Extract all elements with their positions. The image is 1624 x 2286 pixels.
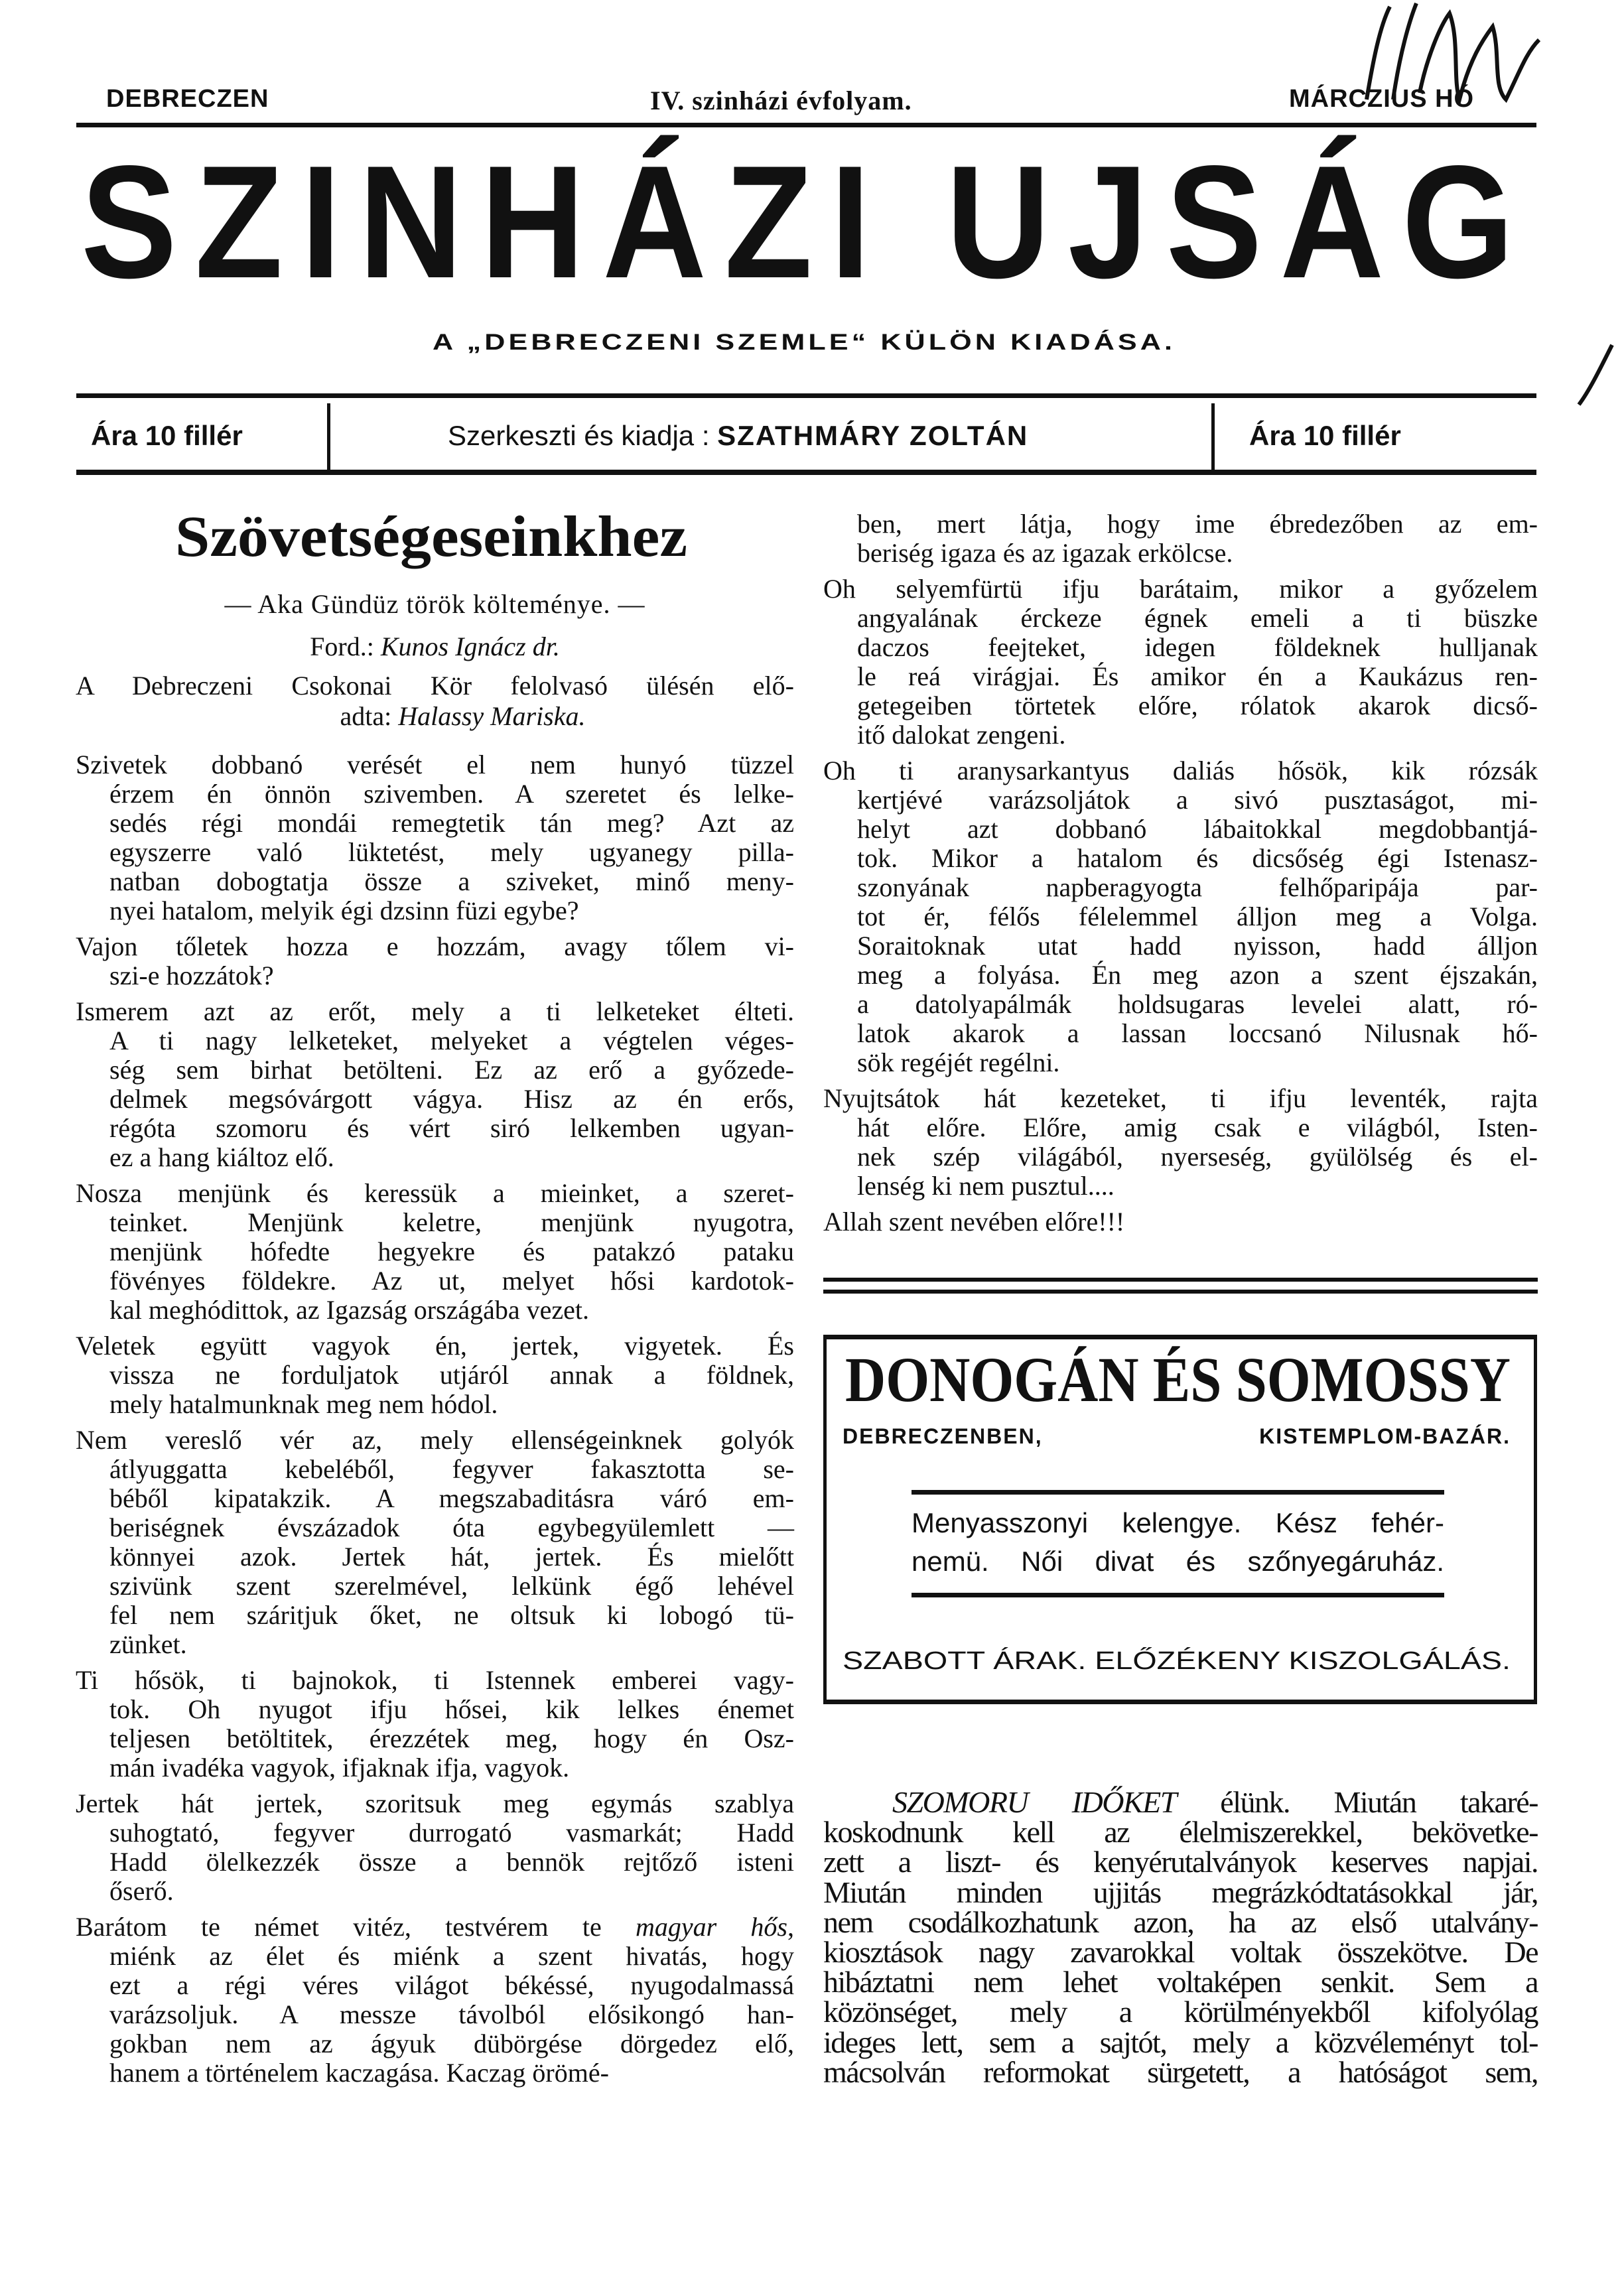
masthead-rule-middle [76,393,1536,398]
paragraph [76,997,794,1172]
masthead-volume: IV. szinházi évfolyam. [650,86,912,115]
text-line: kal meghódittok, az Igazság országába vezet. [109,1295,590,1325]
text-line: Szivetek dobbanó verését el nem hunyó tüzzel [76,750,794,779]
text-line: vissza ne forduljatok utjáról annak a földnek, [109,1360,794,1390]
text-line: Ti hősök, ti bajnokok, ti Istennek emberei vagy- [76,1665,794,1695]
text-line: angyalának érckeze égnek emeli a ti büszke [857,603,1538,633]
text-line: zünket. [109,1629,187,1659]
text-line: delmek megsóvárgott vágya. Hisz az én erős, [109,1084,794,1114]
paragraph [76,1179,794,1325]
text-line: Ismerem azt az erőt, mely a ti lelketeket élteti. [76,996,794,1026]
text-line: menjünk hófedte hegyekre és patakzó pataku [109,1237,794,1266]
text-line: szonyának napberagyogta felhőparipája par- [857,872,1538,902]
text-line: szi-e hozzátok? [109,961,274,990]
paragraph [823,1207,1538,1237]
advertisement-rule [912,1593,1444,1597]
paragraph [76,750,794,925]
price-right: Ára 10 fillér [1249,420,1401,451]
article-subtitle: — Aka Gündüz török költeménye. — [224,589,645,619]
text-line: Hadd ölelkezzék össze a bennök rejtőző isteni [109,1847,794,1877]
divider [1211,403,1215,471]
text-line: Veletek együtt vagyok én, jertek, vigyetek. És [76,1331,794,1361]
text-line: lenség ki nem pusztul.... [857,1171,1115,1201]
text-line: könnyei azok. Jertek hát, jertek. És mielőtt [109,1542,794,1572]
text-line: koskodnunk kell az élelmiszerekkel, bekövetke- [823,1815,1538,1849]
performer-name: Halassy Mariska. [398,701,586,731]
text-line: ez a hang kiáltoz elő. [109,1142,334,1172]
text-line: latok akarok a lassan loccsanó Nilusnak hő- [857,1018,1538,1048]
text-line: béből kipatakzik. A megszabaditásra váró em- [109,1483,794,1513]
text-line: érzem én önnön szivemben. A szeretet és lelke- [109,779,794,809]
text-line: Oh ti aranysarkantyus daliás hősök, kik rózsák [823,756,1538,785]
advertisement-rule [912,1490,1444,1495]
text-line: ség sem birhat betölteni. Ez az erő a győzede- [109,1055,794,1085]
text-line: kertjévé varázsoljátok a sivó pusztaságot, mi- [857,785,1538,815]
text-segment: Barátom te német vitéz, testvérem te [76,1912,636,1942]
advertisement-address [843,1423,1511,1449]
article-body-right-column [823,509,1538,1243]
text-line: ben, mert látja, hogy ime ébredezőben az em- [857,509,1538,539]
masthead-rule-bottom [76,470,1536,475]
paragraph [823,1084,1538,1201]
text-line: beriség igaza és az igazak erkölcse. [857,538,1233,568]
text-line: A ti nagy lelketeket, melyeket a végtelen véges- [109,1026,794,1055]
text-line: itő dalokat zengeni. [857,720,1066,750]
text-line: tok. Mikor a hatalom és dicsőség égi Istenasz- [857,843,1538,873]
text-segment: élünk. Miután takaré- [1176,1785,1538,1819]
text-line: Nem vereslő vér az, mely ellenségeinknek golyók [76,1425,794,1455]
text-line: Nyujtsátok hát kezeteket, ti ifju leventék, rajta [823,1083,1538,1113]
newspaper-title: SZINHÁZI UJSÁG [81,133,1532,312]
article-body-left-column [76,750,794,2094]
text-line: teinket. Menjünk keletre, menjünk nyugotra, [109,1207,794,1237]
paragraph [76,932,794,990]
text-line: getegeiben törtetek előre, rólatok akarok dicső- [857,691,1538,720]
text-line: mely hatalmunknak meg nem hódol. [109,1389,498,1419]
price-left: Ára 10 fillér [91,420,243,451]
paragraph [76,1426,794,1659]
advertisement-location: KISTEMPLOM-BAZÁR. [1259,1424,1511,1448]
text-line: miénk az élet és miénk a szent hivatás, hogy [109,1941,794,1971]
text-segment: , [787,1912,794,1942]
text-line: őserő. [109,1876,174,1906]
text-line: Miután minden ujjitás megrázkódtatásokkal jár, [823,1875,1538,1909]
advertisement-description: Menyasszonyi kelengye. Kész fehér- [912,1507,1444,1538]
text-line: fövényes földekre. Az ut, melyet hősi kardotok- [109,1266,794,1296]
advertisement-slogan: SZABOTT ÁRAK. ELŐZÉKENY KISZOLGÁLÁS. [843,1647,1511,1675]
text-line: le reá virágjai. És amikor én a Kaukázus ren- [857,661,1538,691]
text-line: natban dobogtatja össze a sziveket, minő meny- [109,866,794,896]
text-line: ezt a régi véres világot békéssé, nyugodalmassá [109,1970,794,2000]
text-line: átlyuggatta kebeléből, fegyver fakasztotta se- [109,1454,794,1484]
article-title: Szövetségeseinkhez [175,505,687,569]
editor-credit [448,418,1028,454]
advertisement-city: DEBRECZENBEN, [843,1424,1043,1448]
paragraph [823,509,1538,568]
performance-label: adta: [340,701,392,731]
text-line: meg a folyása. Én meg azon a szent éjszakán, [857,960,1538,990]
masthead-month: MÁRCZIUS HÓ [1289,85,1475,113]
text-line [823,1787,1538,1817]
text-line: mácsolván reformokat sürgetett, a hatóságot sem, [823,2054,1538,2089]
text-line: sedés régi mondái remegtetik tán meg? Azt az [109,808,794,838]
text-line [76,1913,794,1942]
translator-label: Ford.: [310,632,374,661]
translator-credit [76,632,794,661]
paragraph [76,1331,794,1419]
paragraph [823,574,1538,750]
text-line: Oh selyemfürtü ifju barátaim, mikor a győzelem [823,574,1538,604]
text-line: Vajon tőletek hozza e hozzám, avagy tőlem vi- [76,931,794,961]
emphasis-text: SZOMORU IDŐKET [892,1785,1176,1819]
text-line: hanem a történelem kaczagása. Kaczag örömé- [109,2058,609,2088]
paragraph [76,1666,794,1782]
advertisement-description: nemü. Női divat és szőnyegáruház. [912,1546,1444,1577]
advertisement-company: DONOGÁN ÉS SOMOSSY [845,1344,1511,1415]
translator-name: Kunos Ignácz dr. [380,632,560,661]
text-line: egyszerre való lüktetést, mely ugyanegy pilla- [109,837,794,867]
emphasis-text: magyar hős [635,1912,787,1942]
paragraph [823,756,1538,1077]
text-line: zett a liszt- és kenyérutalványok keserves napjai. [823,1845,1538,1879]
text-line: ideges lett, sem a sajtót, mely a közvéleményt tol- [823,2025,1538,2059]
paragraph [76,1913,794,2088]
text-line: beriségnek évszázadok óta egybegyülemlett — [109,1513,794,1542]
text-line: régóta szomoru és vért siró lelkemben ugyan- [109,1113,794,1143]
text-line: suhogtató, fegyver durrogató vasmarkát; Hadd [109,1818,794,1848]
text-line: közönséget, mely a körülményekből kifolyólag [823,1995,1538,2029]
divider [327,403,330,471]
text-line: sök regéjét regélni. [857,1047,1060,1077]
text-line: mán ivadéka vagyok, ifjaknak ifja, vagyok. [109,1753,570,1782]
text-line: hibáztatni nem lehet voltaképen senkit. Sem a [823,1965,1538,1999]
paragraph [76,1789,794,1906]
text-line: tok. Oh nyugot ifju hősei, kik lelkes énemet [109,1694,794,1724]
section-rule [823,1290,1538,1294]
text-line: Jertek hát jertek, szoritsuk meg egymás szablya [76,1788,794,1818]
text-line: helyt azt dobbanó lábaitokkal megdobbantjá- [857,814,1538,844]
text-line: Nosza menjünk és keressük a mieinket, a szeret- [76,1178,794,1208]
editor-name: SZATHMÁRY ZOLTÁN [717,420,1029,451]
text-line: gokban nem az ágyuk dübörgése dörgedez elő, [109,2029,794,2058]
text-line: teljesen betöltitek, érezzétek meg, hogy én Osz- [109,1723,794,1753]
text-line: varázsoljuk. A messze távolból elősikongó han- [109,1999,794,2029]
newspaper-subtitle: A „DEBRECZENI SZEMLE“ KÜLÖN KIADÁSA. [433,330,1176,355]
text-line: tot ér, félős félelemmel álljon meg a Volga. [857,902,1538,931]
masthead-rule-top [76,123,1536,127]
masthead-city: DEBRECZEN [106,85,269,113]
performance-note: A Debreczeni Csokonai Kör felolvasó ülésén elő- [76,671,794,701]
text-line: szivünk szent szerelmével, lelkünk égő lehével [109,1571,794,1601]
section-rule [823,1278,1538,1282]
text-line: kiosztások nagy zavarokkal voltak összekötve. De [823,1935,1538,1970]
text-line: Allah szent nevében előre!!! [823,1207,1125,1237]
text-line: hát előre. Előre, amig csak e világból, Isten- [857,1112,1538,1142]
performance-credit [76,702,794,731]
text-line: daczos feejteket, idegen földeknek hulljanak [857,632,1538,662]
editor-label: Szerkeszti és kiadja : [448,420,710,451]
text-line: fel nem száritjuk őket, ne oltsuk ki lobogó tü- [109,1600,794,1630]
notice-article [823,1787,1538,2087]
text-line: nem csodálkozhatunk azon, ha az első utalvány- [823,1905,1538,1939]
text-line: Soraitoknak utat hadd nyisson, hadd álljon [857,931,1538,961]
text-line: a datolyapálmák holdsugaras levelei alatt, ró- [857,989,1538,1019]
text-line: nek szép világából, nyerseség, gyülölség és el- [857,1142,1538,1172]
text-line: nyei hatalom, melyik égi dzsinn füzi egybe? [109,896,579,925]
